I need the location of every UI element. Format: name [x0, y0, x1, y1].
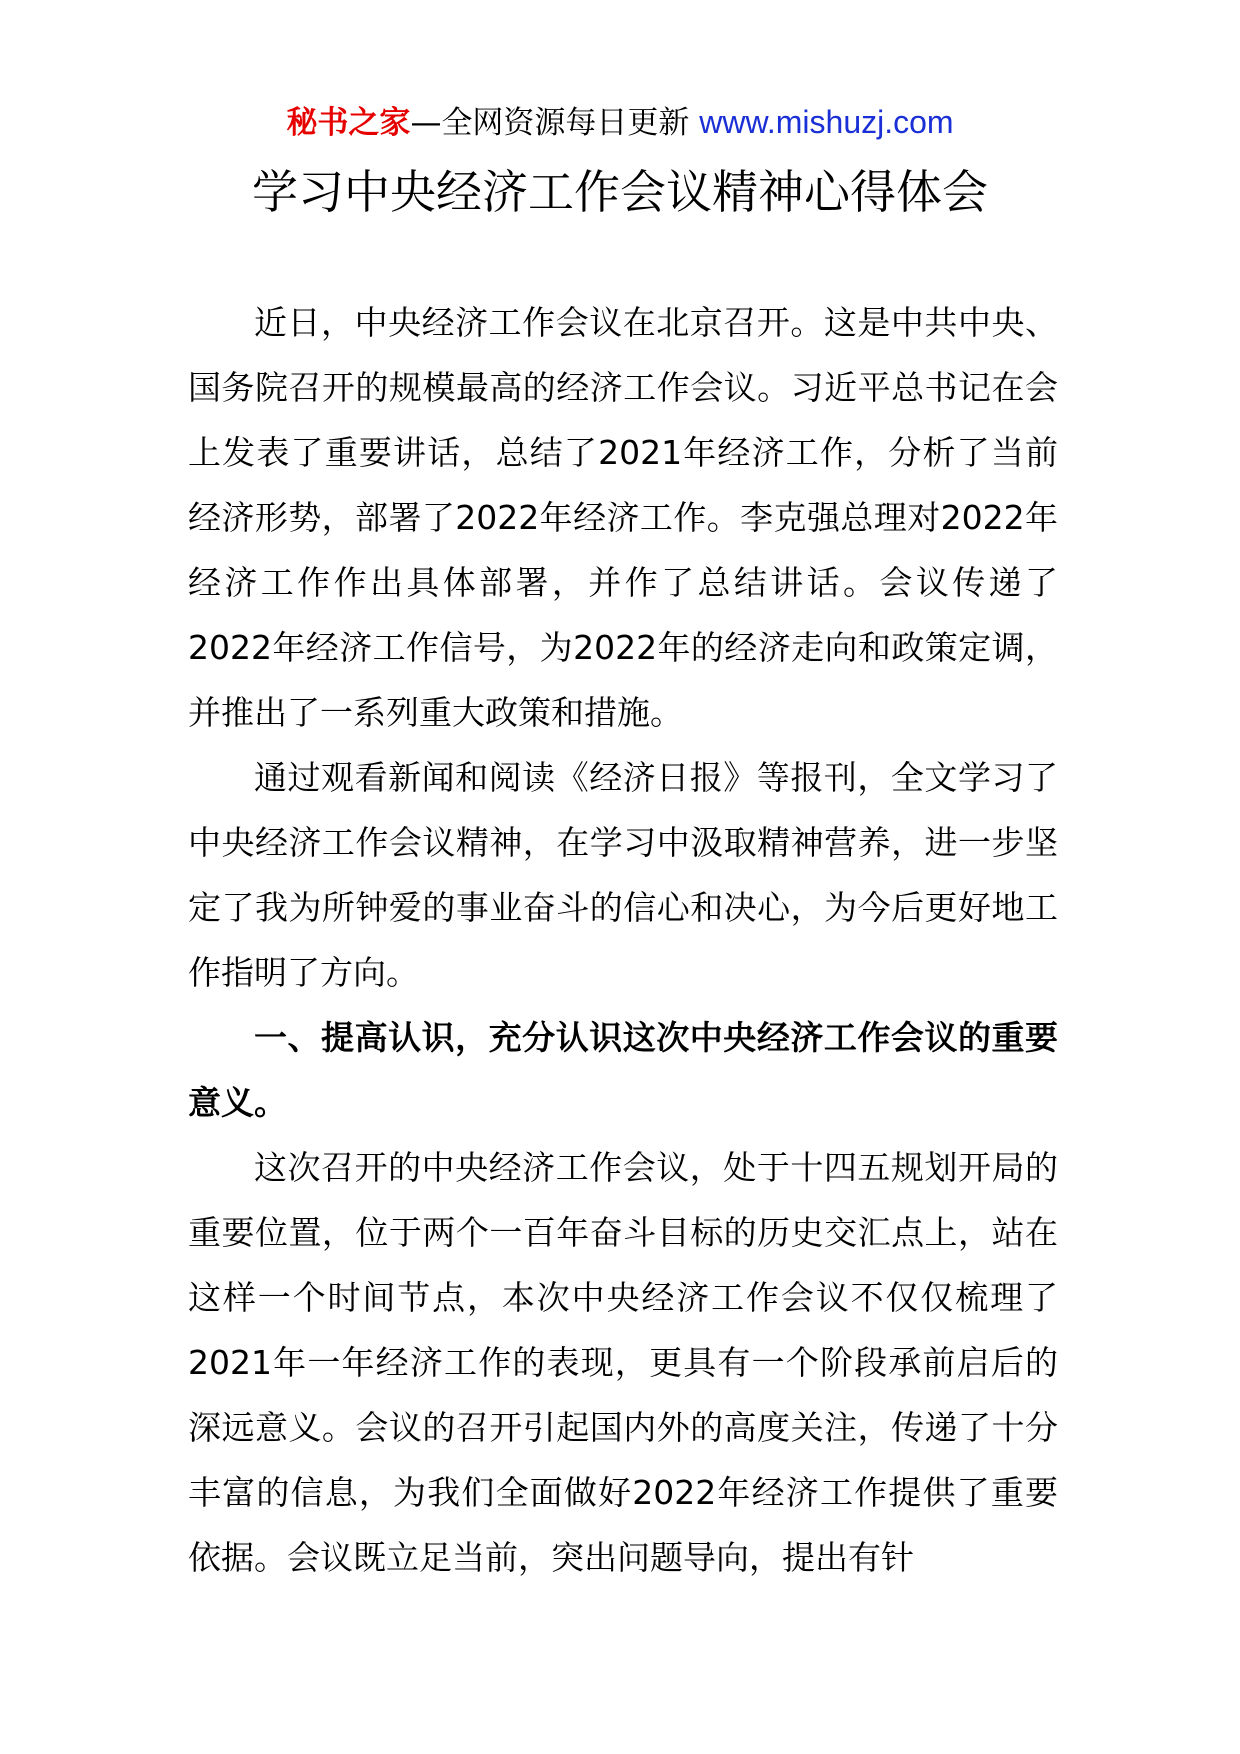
document-title: 学习中央经济工作会议精神心得体会 [252, 165, 988, 219]
paragraph-study: 通过观看新闻和阅读《经济日报》等报刊，全文学习了中央经济工作会议精神，在学习中汲取精神营养，进一步坚定了我为所钟爱的事业奋斗的信心和决心，为今后更好地工作指明了方向。 [188, 758, 1058, 992]
brand-name: 秘书之家 [286, 105, 411, 141]
document-body [188, 290, 1058, 1590]
site-url-link[interactable]: www.mishuzj.com [699, 104, 954, 140]
header-tagline: —全网资源每日更新 [410, 105, 690, 141]
paragraph-intro: 近日，中央经济工作会议在北京召开。这是中共中央、国务院召开的规模最高的经济工作会议。习近平总书记在会上发表了重要讲话，总结了2021年经济工作，分析了当前经济形势，部署了2022年经济工作。李克强总理对2022年经济工作作出具体部署，并作了总结讲话。会议传递了2022年经济工作信号，为2022年的经济走向和政策定调，并推出了一系列重大政策和措施。 [188, 303, 1058, 732]
paragraph-section-1: 这次召开的中央经济工作会议，处于十四五规划开局的重要位置，位于两个一百年奋斗目标的历史交汇点上，站在这样一个时间节点，本次中央经济工作会议不仅仅梳理了2021年一年经济工作的表现，更具有一个阶段承前启后的深远意义。会议的召开引起国内外的高度关注，传递了十分丰富的信息，为我们全面做好2022年经济工作提供了重要依据。会议既立足当前，突出问题导向，提出有针 [188, 1148, 1058, 1577]
section-heading-1: 一、提高认识，充分认识这次中央经济工作会议的重要意义。 [188, 1018, 1058, 1122]
site-header [0, 100, 1240, 145]
